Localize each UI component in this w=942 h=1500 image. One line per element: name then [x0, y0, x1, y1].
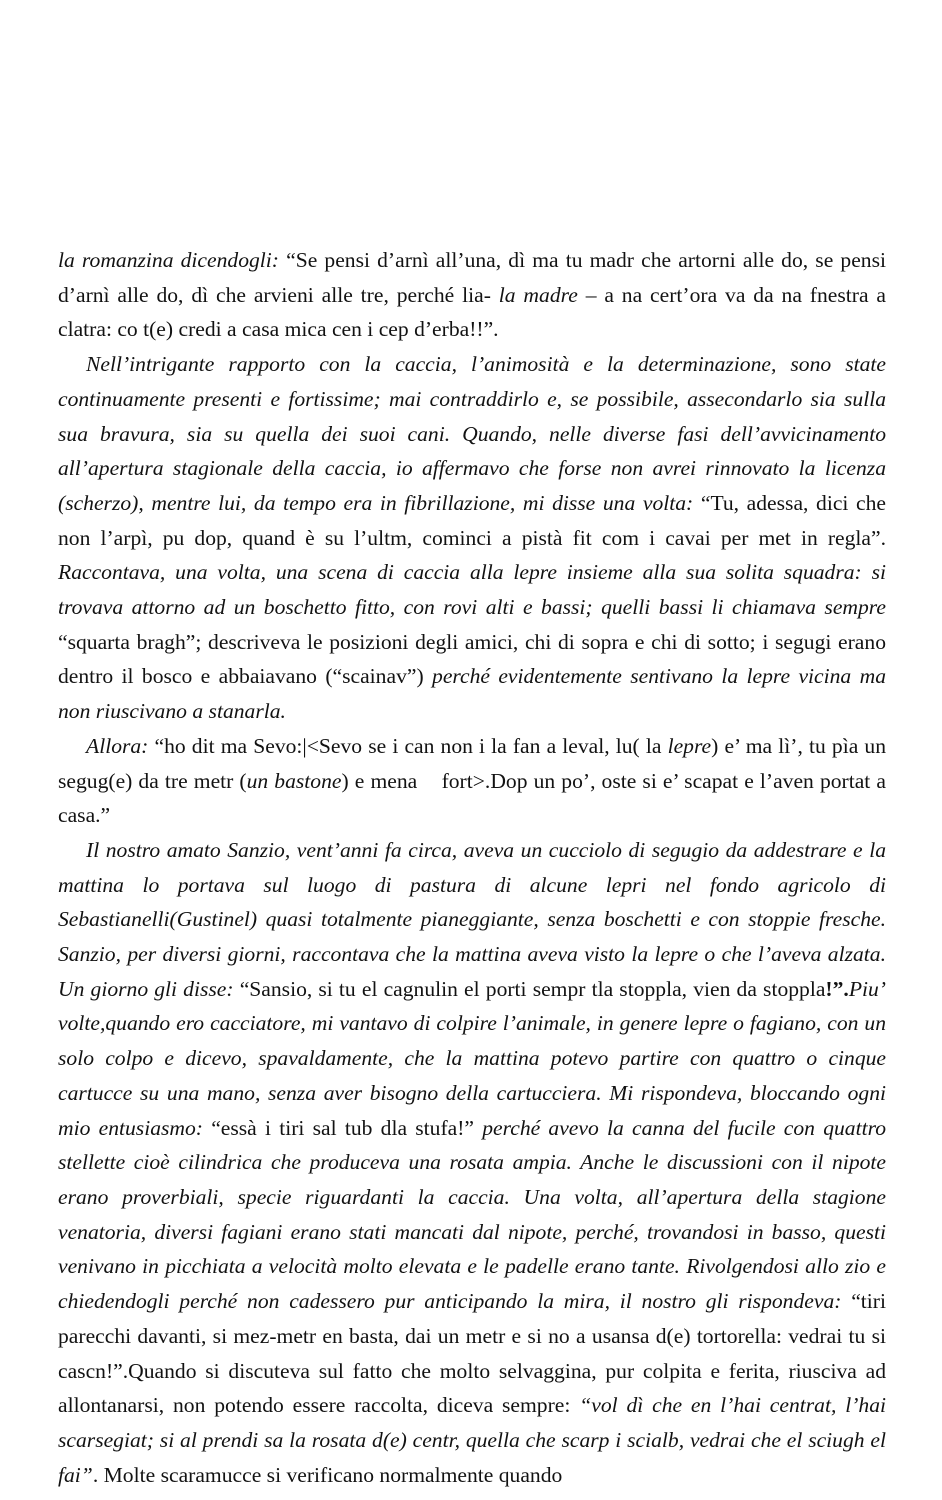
- text-run-italic: un bastone: [246, 768, 342, 793]
- page-body-text: [58, 243, 886, 1492]
- text-run-roman: “Tu, adessa, dici che non l’arpì, pu dop, quand è su l’ultm, cominci a pistà fit com i cavai per met in regla”.: [58, 490, 886, 550]
- text-run-spacer: [417, 769, 441, 793]
- text-run-italic: Allora:: [86, 733, 155, 758]
- paragraph-p4: [58, 833, 886, 1492]
- text-run-roman: “squarta bragh”; descriveva le posizioni degli amici, chi di sopra e chi di sotto; i segugi erano dentro il bosco e abbaiavano (“scainav”): [58, 629, 886, 689]
- text-run-roman: ) e’ ma lì’, tu pìa un segug(e) da tre metr (: [58, 733, 886, 793]
- paragraph-p2: [58, 347, 886, 729]
- text-run-italic: “vol dì che en l’hai centrat, l’hai scarsegiat; si al prendi sa la rosata d(e) centr, quella che scarp i scialb, vedrai che el sciugh el fai”: [58, 1393, 886, 1487]
- text-run-roman: “Sansio, si tu el cagnulin el porti sempr tla stoppla, vien da stoppla: [239, 976, 826, 1001]
- text-run-italic: perché avevo la canna del fucile con quattro stellette cioè cilindrica che produceva una rosata ampia. Anche le discussioni con il nipote erano proverbiali, specie riguardanti la caccia. Una volta, all’apertura della stagione venatoria, diversi fagiani erano stati mancati dal nipote, perché, trovandosi in basso, questi venivano in picchiata a velocità molto elevata e le padelle erano tante. Rivolgendosi allo zio e chiedendogli perché non cadessero pur anticipando la mira, il nostro gli rispondeva:: [58, 1115, 886, 1314]
- text-run-roman: “essà i tiri sal tub dla stufa!”: [211, 1115, 483, 1140]
- text-run-roman: . Molte scaramucce si verificano normalmente quando: [92, 1462, 563, 1487]
- text-run-italic: la romanzina dicendogli:: [58, 248, 287, 272]
- text-run-italic: perché evidentemente sentivano la lepre vicina ma non riuscivano a stanarla.: [58, 664, 886, 724]
- paragraph-p1: [58, 243, 886, 347]
- text-run-italic: Raccontava, una volta, una scena di caccia alla lepre insieme alla sua solita squadra: si trovava attorno ad un boschetto fitto, con rovi alti e bassi; quelli bassi li chiamava sempre: [58, 560, 886, 620]
- text-run-roman: ) e mena: [341, 768, 418, 793]
- paragraph-p3: [58, 729, 886, 833]
- text-run-italic: Nell’intrigante rapporto con la caccia, l’animosità e la determinazione, sono state continuamente presenti e fortissime; mai contraddirlo e, se possibile, assecondarlo sia sulla sua bravura, sia su quella dei suoi cani. Quando, nelle diverse fasi dell’avvicinamento all’apertura stagionale della caccia, io affermavo che forse non avrei rinnovato la licenza (scherzo), mentre lui, da tempo era in fibrillazione, mi disse una volta:: [58, 352, 886, 515]
- text-run-italic: Piu’ volte,quando ero cacciatore, mi vantavo di colpire l’animale, in genere lepre o fagiano, con un solo colpo e dicevo, spavaldamente, che la mattina potevo partire con quattro o cinque cartucce su una mano, senza aver bisogno della cartucciera. Mi rispondeva, bloccando ogni mio entusiasmo:: [58, 976, 886, 1140]
- text-run-bold: !”.: [825, 976, 849, 1001]
- text-run-roman: “tiri parecchi davanti, si mez-metr en basta, dai un metr e si no a usansa d(e) tortorella: vedrai tu si cascn!”.Quando si discuteva sul fatto che molto selvaggina, pur colpita e ferita, riusciva ad allontanarsi, non potendo essere raccolta, diceva sempre:: [58, 1289, 886, 1418]
- text-run-italic: lepre: [667, 733, 712, 758]
- text-run-roman: “Se pensi d’arnì all’una, dì ma tu madr che artorni alle do, se pensi d’arnì alle do, dì che arvieni alle tre, perché lia-: [58, 248, 886, 307]
- text-run-italic: la madre: [498, 282, 586, 307]
- text-run-roman: – a na cert’ora va da na fnestra a clatra: co t(e) credi a casa mica cen i cep d’erba!!”.: [58, 282, 886, 342]
- text-run-roman: fort>.Dop un po’, oste si e’ scapat e l’aven portat a casa.”: [58, 768, 886, 828]
- text-run-roman: “ho dit ma Sevo:|<Sevo se i can non i la fan a leval, lu( la: [154, 733, 668, 758]
- text-run-italic: Il nostro amato Sanzio, vent’anni fa circa, aveva un cucciolo di segugio da addestrare e la mattina lo portava sul luogo di pastura di alcune lepri nel fondo agricolo di Sebastianelli(Gustinel) quasi totalmente pianeggiante, senza boschetti e con stoppie fresche. Sanzio, per diversi giorni, raccontava che la mattina aveva visto la lepre o che l’aveva alzata. Un giorno gli disse:: [58, 837, 886, 1001]
